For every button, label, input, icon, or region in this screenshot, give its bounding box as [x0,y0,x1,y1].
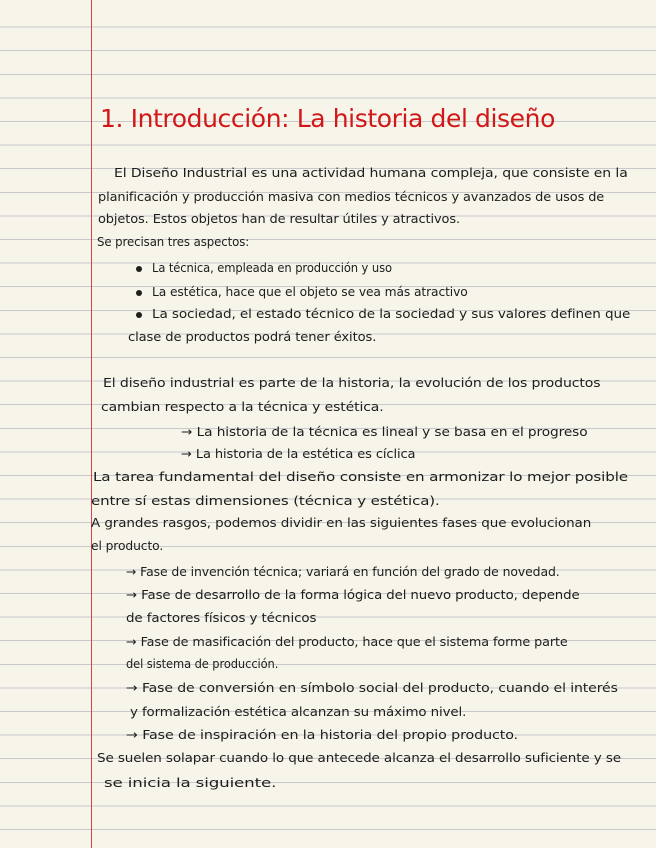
bullet-item: La técnica, empleada en producción y uso [152,261,392,275]
phase-item: → Fase de inspiración en la historia del propio producto. [126,728,518,742]
phase-item: → Fase de desarrollo de la forma lógica del nuevo producto, depende [126,588,580,602]
paragraph-line: El diseño industrial es parte de la historia, la evolución de los productos [103,376,601,390]
phase-item: y formalización estética alcanzan su máximo nivel. [130,705,467,719]
paragraph-line: Se precisan tres aspectos: [97,235,250,249]
paragraph-line: entre sí estas dimensiones (técnica y estética). [91,494,440,508]
bullet-item: clase de productos podrá tener éxitos. [128,330,377,344]
paragraph-line: objetos. Estos objetos han de resultar útiles y atractivos. [98,212,460,226]
bullet-item: La estética, hace que el objeto se vea más atractivo [152,285,468,299]
bullet-item: La sociedad, el estado técnico de la sociedad y sus valores definen que [152,307,631,321]
phase-item: de factores físicos y técnicos [126,611,317,625]
paragraph-line: se inicia la siguiente. [104,776,277,790]
margin-line [91,0,92,848]
arrow-item: → La historia de la técnica es lineal y se basa en el progreso [181,425,588,439]
page-title: 1. Introducción: La historia del diseño [100,104,556,133]
phase-item: → Fase de conversión en símbolo social del producto, cuando el interés [126,681,618,695]
paragraph-line: La tarea fundamental del diseño consiste en armonizar lo mejor posible [93,470,628,484]
paragraph-line: Se suelen solapar cuando lo que antecede alcanza el desarrollo suficiente y se [97,751,621,765]
bullet-dot [136,312,142,318]
phase-item: → Fase de invención técnica; variará en función del grado de novedad. [126,565,560,579]
paragraph-line: cambian respecto a la técnica y estética. [101,400,384,414]
paragraph-line: El Diseño Industrial es una actividad humana compleja, que consiste en la [114,166,628,180]
phase-item: → Fase de masificación del producto, hace que el sistema forme parte [126,635,568,649]
paragraph-line: el producto. [91,539,164,553]
paragraph-line: A grandes rasgos, podemos dividir en las siguientes fases que evolucionan [91,516,592,530]
arrow-item: → La historia de la estética es cíclica [181,447,416,461]
bullet-dot [136,266,142,272]
paragraph-line: planificación y producción masiva con medios técnicos y avanzados de usos de [98,190,605,204]
phase-item: del sistema de producción. [126,657,279,671]
bullet-dot [136,290,142,296]
